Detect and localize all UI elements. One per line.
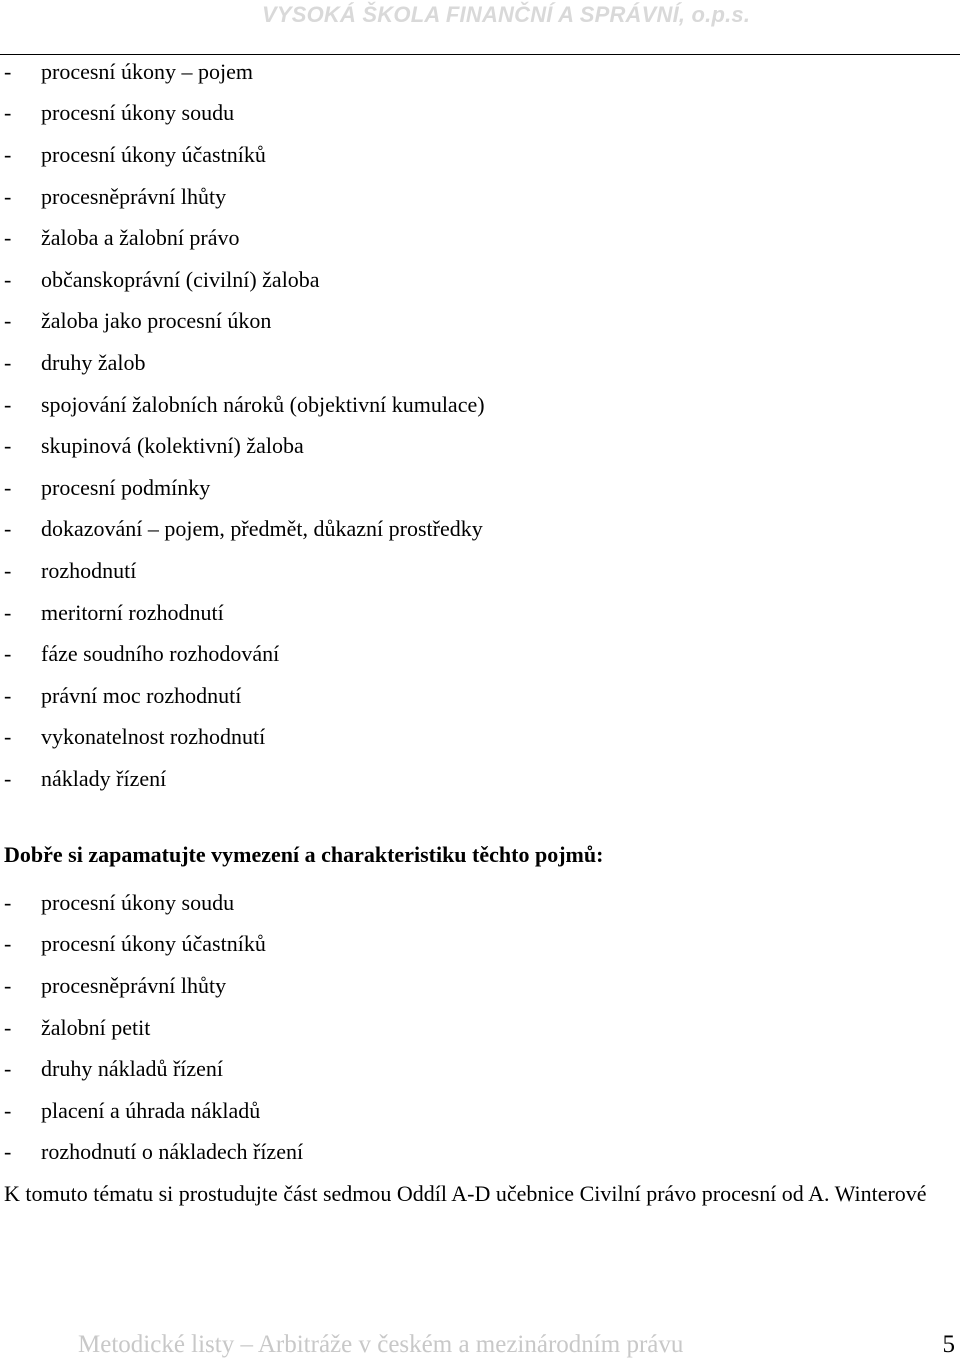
- bullet-dash: -: [4, 1097, 12, 1123]
- list-item: [4, 592, 485, 634]
- list-item-text: spojování žalobních nároků (objektivní kumulace): [41, 391, 485, 417]
- list-item-text: procesní úkony soudu: [41, 889, 235, 915]
- list-item-text: procesněprávní lhůty: [41, 972, 227, 998]
- list-item-text: procesní úkony – pojem: [41, 58, 254, 84]
- list-item-text: fáze soudního rozhodování: [41, 641, 280, 667]
- list-item: [4, 965, 303, 1007]
- bullet-dash: -: [4, 599, 12, 625]
- bullet-dash: -: [4, 308, 12, 334]
- list-item-text: žaloba jako procesní úkon: [41, 308, 272, 334]
- header-title: VYSOKÁ ŠKOLA FINANČNÍ A SPRÁVNÍ, o.p.s.: [262, 2, 751, 27]
- topic-list: [4, 51, 485, 800]
- bullet-dash: -: [4, 724, 12, 750]
- list-item: [4, 217, 485, 259]
- list-item: [4, 176, 485, 218]
- list-item: [4, 134, 485, 176]
- study-note: K tomuto tématu si prostudujte část sedmou Oddíl A-D učebnice Civilní právo procesní od A. Winterové: [4, 1181, 927, 1206]
- bullet-dash: -: [4, 641, 12, 667]
- list-item: [4, 1007, 303, 1049]
- list-item-text: žaloba a žalobní právo: [41, 225, 240, 251]
- list-item-text: procesní úkony soudu: [41, 100, 235, 126]
- list-item: [4, 717, 485, 759]
- list-item-text: právní moc rozhodnutí: [41, 682, 242, 708]
- section-heading: Dobře si zapamatujte vymezení a charakteristiku těchto pojmů:: [4, 842, 604, 867]
- list-item-text: dokazování – pojem, předmět, důkazní prostředky: [41, 516, 483, 542]
- list-item-text: rozhodnutí: [41, 557, 137, 583]
- bullet-dash: -: [4, 765, 12, 791]
- list-item: [4, 1048, 303, 1090]
- list-item: [4, 675, 485, 717]
- bullet-dash: -: [4, 266, 12, 292]
- list-item: [4, 633, 485, 675]
- list-item: [4, 882, 303, 924]
- bullet-dash: -: [4, 1139, 12, 1165]
- list-item: [4, 384, 485, 426]
- list-item-text: skupinová (kolektivní) žaloba: [41, 433, 304, 459]
- list-item: [4, 550, 485, 592]
- bullet-dash: -: [4, 141, 12, 167]
- list-item: [4, 425, 485, 467]
- bullet-dash: -: [4, 1014, 12, 1040]
- list-item: [4, 509, 485, 551]
- list-item: [4, 51, 485, 93]
- bullet-dash: -: [4, 225, 12, 251]
- bullet-dash: -: [4, 516, 12, 542]
- list-item: [4, 93, 485, 135]
- list-item-text: meritorní rozhodnutí: [41, 599, 224, 625]
- bullet-dash: -: [4, 931, 12, 957]
- footer-text: Metodické listy – Arbitráže v českém a mezinárodním právu: [78, 1331, 684, 1358]
- list-item: [4, 301, 485, 343]
- list-item: [4, 467, 485, 509]
- bullet-dash: -: [4, 349, 12, 375]
- list-item-text: občanskoprávní (civilní) žaloba: [41, 266, 320, 292]
- bullet-dash: -: [4, 972, 12, 998]
- list-item: [4, 1132, 303, 1174]
- bullet-dash: -: [4, 682, 12, 708]
- list-item-text: druhy žalob: [41, 349, 146, 375]
- list-item-text: procesněprávní lhůty: [41, 183, 227, 209]
- list-item-text: rozhodnutí o nákladech řízení: [41, 1139, 304, 1165]
- list-item: [4, 1090, 303, 1132]
- list-item: [4, 259, 485, 301]
- list-item-text: vykonatelnost rozhodnutí: [41, 724, 266, 750]
- bullet-dash: -: [4, 58, 12, 84]
- list-item-text: procesní úkony účastníků: [41, 931, 266, 957]
- list-item-text: žalobní petit: [41, 1014, 151, 1040]
- list-item: [4, 342, 485, 384]
- bullet-dash: -: [4, 1056, 12, 1082]
- page-number: 5: [942, 1331, 955, 1358]
- list-item-text: procesní podmínky: [41, 474, 211, 500]
- list-item-text: procesní úkony účastníků: [41, 141, 266, 167]
- list-item-text: náklady řízení: [41, 765, 167, 791]
- list-item-text: druhy nákladů řízení: [41, 1056, 224, 1082]
- bullet-dash: -: [4, 100, 12, 126]
- bullet-dash: -: [4, 391, 12, 417]
- bullet-dash: -: [4, 183, 12, 209]
- key-terms-list: [4, 882, 303, 1173]
- bullet-dash: -: [4, 557, 12, 583]
- bullet-dash: -: [4, 433, 12, 459]
- list-item-text: placení a úhrada nákladů: [41, 1097, 261, 1123]
- list-item: [4, 924, 303, 966]
- list-item: [4, 758, 485, 800]
- bullet-dash: -: [4, 889, 12, 915]
- bullet-dash: -: [4, 474, 12, 500]
